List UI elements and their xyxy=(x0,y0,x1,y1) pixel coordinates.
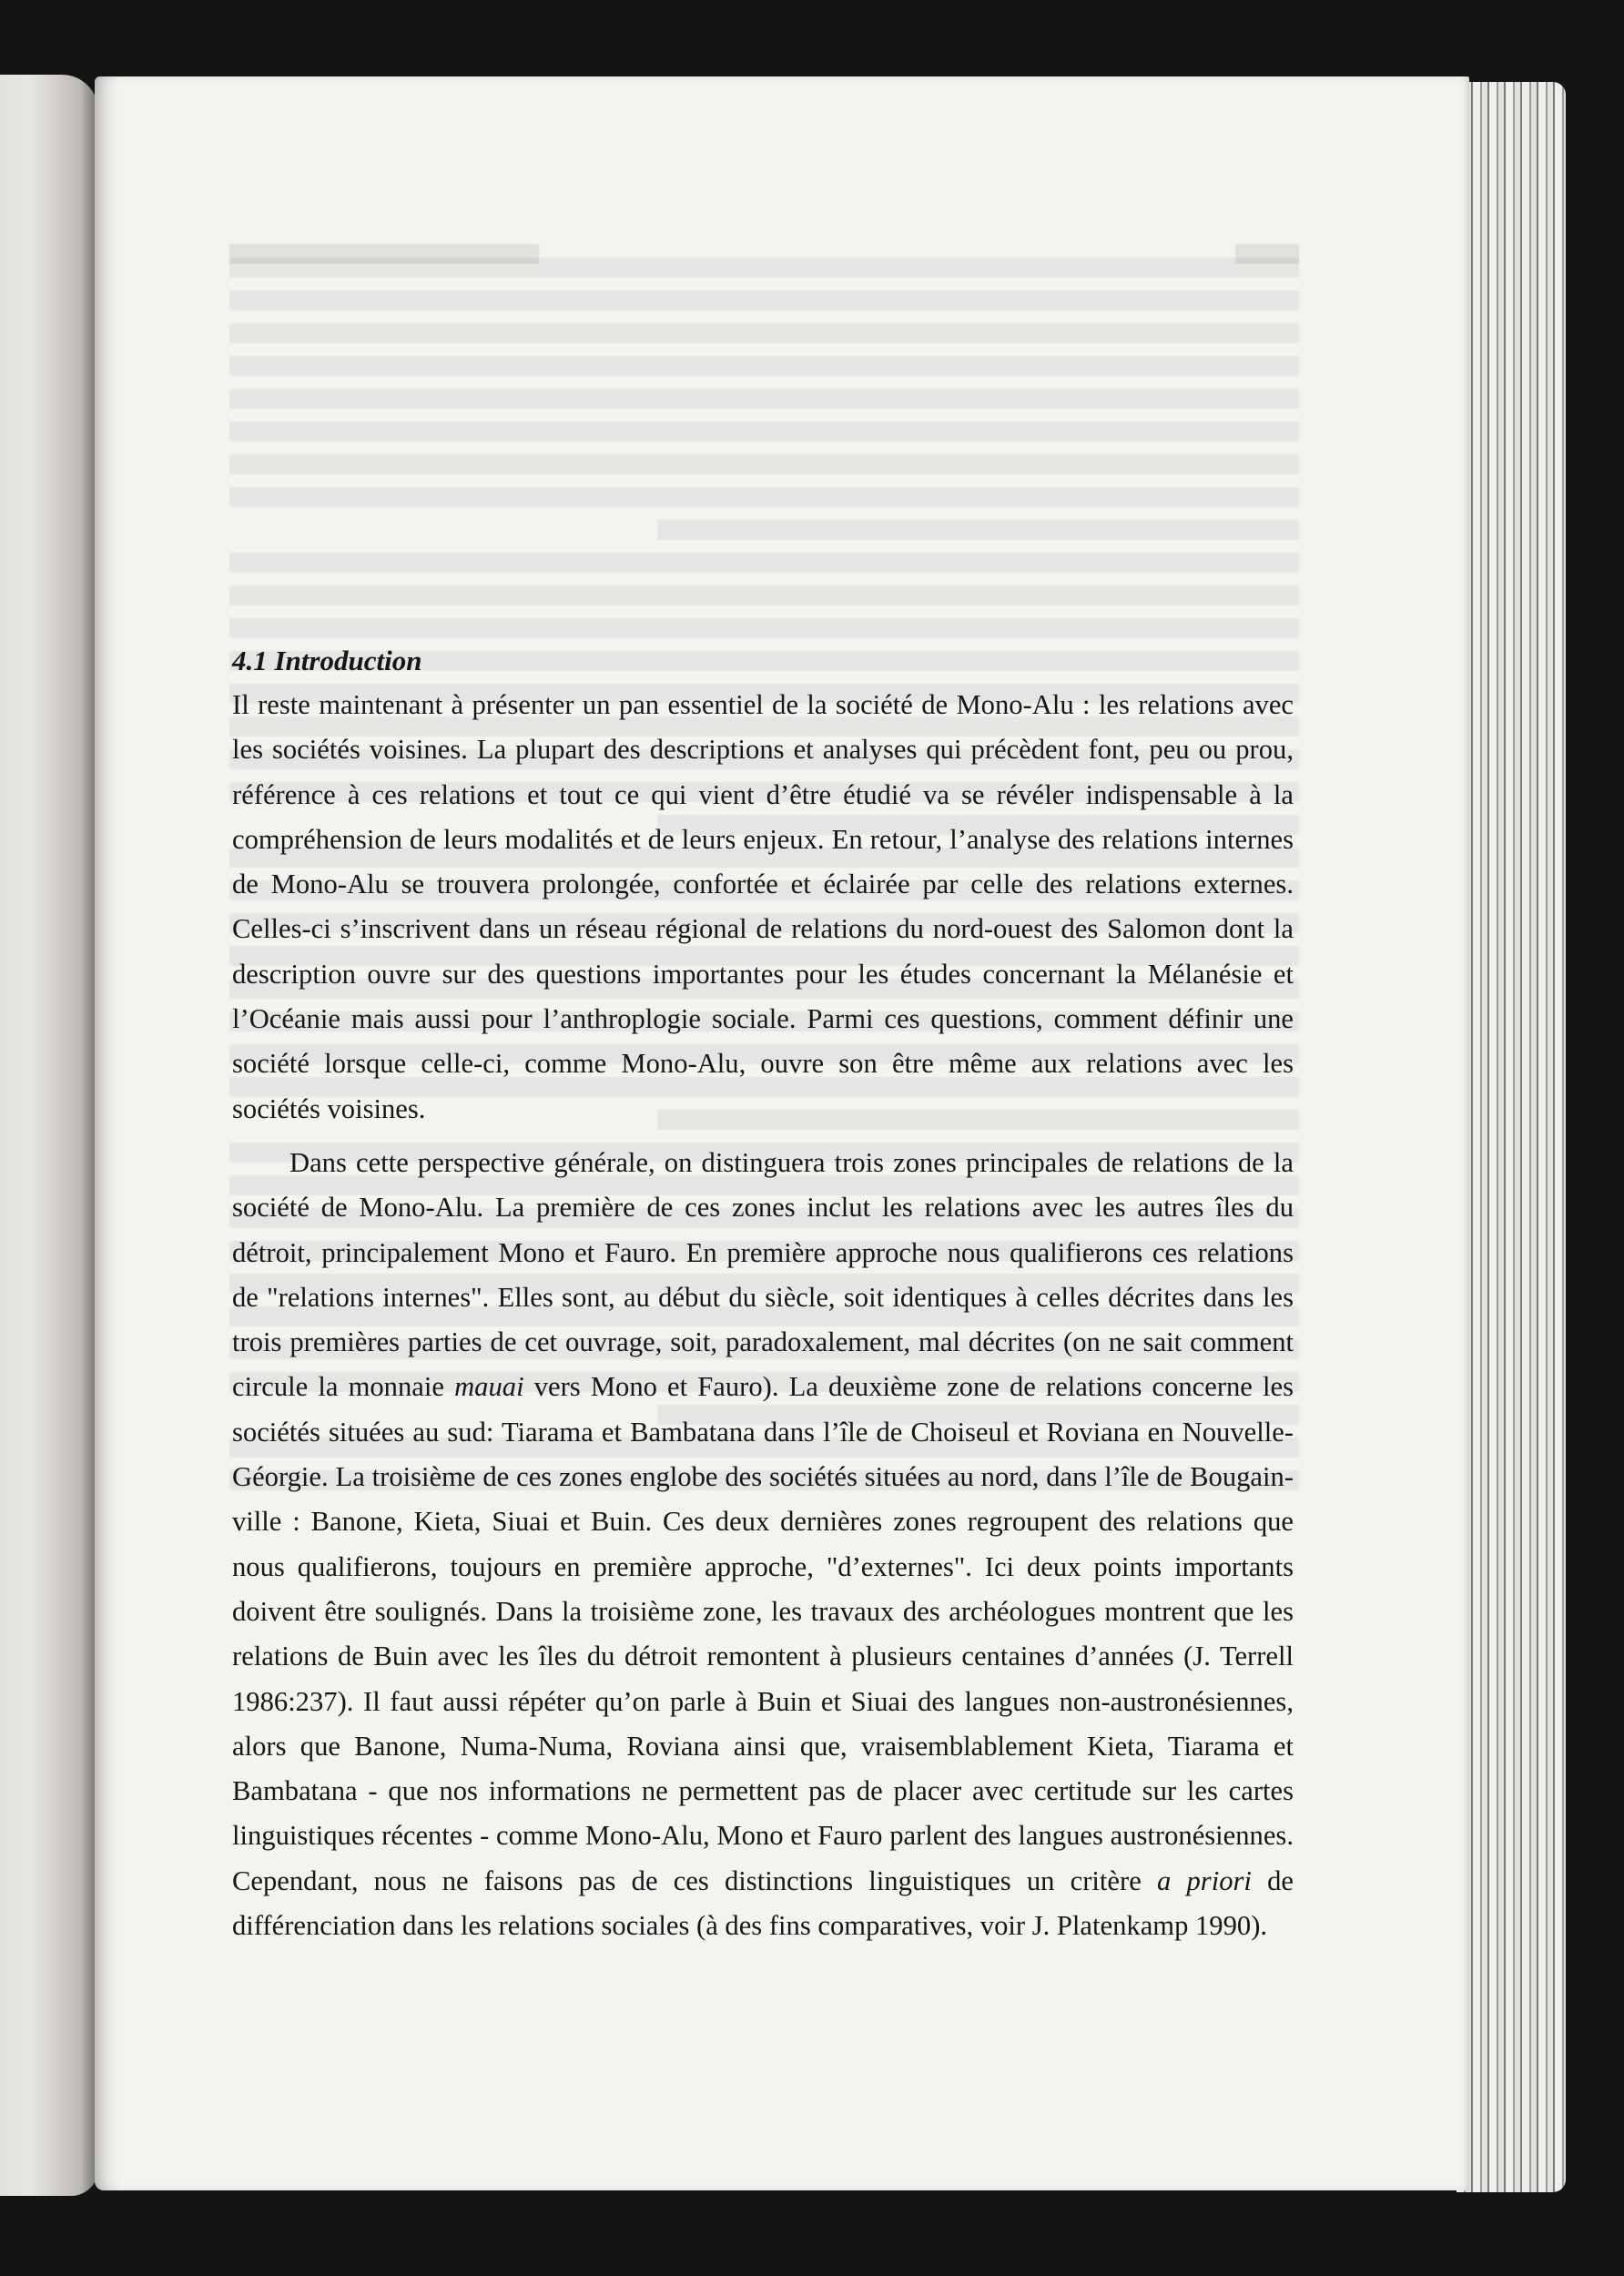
section-title: 4.1 Introduction xyxy=(232,645,422,676)
text-run: Dans cette perspective générale, on distinguera trois zones principales de relations de la société de Mono-Alu. La première de ces zones inclut les relations avec les autres îles du détroit, principalement Mono et Fauro. En première approche nous qualifierons ces relations de "relations internes". Elles sont, au début du siècle, soit identiques à celles décrites dans les trois premières parties de cet ouvrage, soit, paradoxalement, mal décrites (on ne sait comment circule la monnaie xyxy=(232,1146,1294,1403)
show-through-line xyxy=(229,323,1299,343)
paragraph xyxy=(232,683,1294,1132)
show-through-line xyxy=(229,585,1299,605)
show-through-line xyxy=(657,520,1299,540)
show-through-line xyxy=(229,553,1299,573)
book-page-edges xyxy=(1457,82,1566,2192)
text-run: Il reste maintenant à présenter un pan essentiel de la société de Mono-Alu : les relations avec les sociétés voisines. La plupart des descriptions et analyses qui précèdent font, peu ou prou, référence à ces relations et tout ce qui vient d’être étudié va se révéler indispensable à la compréhension de leurs modalités et de leurs enjeux. En retour, l’analyse des relations internes de Mono-Alu se trouvera prolongée, confortée et éclairée par celle des relations externes. Celles-ci s’inscrivent dans un réseau régional de relations du nord-ouest des Salomon dont la description ouvre sur des questions importantes pour les études concernant la Mélanésie et l’Océanie mais aussi pour l’anthroplogie sociale. Parmi ces questions, comment définir une société lorsque celle-ci, comme Mono-Alu, ouvre son être même aux relations avec les sociétés voisines. xyxy=(232,689,1294,1124)
show-through-line xyxy=(229,454,1299,474)
italic-term: a priori xyxy=(1156,1864,1252,1896)
show-through-line xyxy=(229,422,1299,442)
paragraph xyxy=(232,1141,1294,1948)
page-content xyxy=(232,643,1294,1948)
body-text xyxy=(232,683,1294,1948)
italic-term: mauai xyxy=(454,1371,524,1403)
text-run: de différenciation dans les relations sociales (à des fins comparatives, voir J. Platenkamp 1990). xyxy=(232,1864,1294,1942)
show-through-line xyxy=(229,618,1299,638)
text-run: vers Mono et Fauro). La deuxième zone de relations concerne les sociétés situées au sud: Tiarama et Bambatana dans l’île de Choiseul et Roviana en Nouvelle-Géorgie. La troisième de ces zones englobe des sociétés situées au nord, dans l’île de Bougainville : Banone, Kieta, Siuai et Buin. Ces deux dernières zones regroupent des relations que nous qualifierons, toujours en première approche, "d’externes". Ici deux points importants doivent être soulignés. Dans la troisième zone, les travaux des archéologues montrent que les relations de Buin avec les îles du détroit remontent à plusieurs centaines d’années (J. Terrell 1986:237). Il faut aussi répéter qu’on parle à Buin et Siuai des langues non-austronésiennes, alors que Banone, Numa-Numa, Roviana ainsi que, vraisemblablement Kieta, Tiarama et Bambatana - que nos informations ne permettent pas de placer avec certitude sur les cartes linguistiques récentes - comme Mono-Alu, Mono et Fauro parlent des langues austronésiennes. Cependant, nous ne faisons pas de ces distinctions linguistiques un critère xyxy=(232,1371,1294,1896)
show-through-line xyxy=(229,356,1299,376)
show-through-line xyxy=(229,389,1299,409)
show-through-line xyxy=(229,290,1299,310)
show-through-line xyxy=(229,487,1299,507)
show-through-line xyxy=(229,258,1299,278)
facing-page-edge xyxy=(0,75,98,2196)
